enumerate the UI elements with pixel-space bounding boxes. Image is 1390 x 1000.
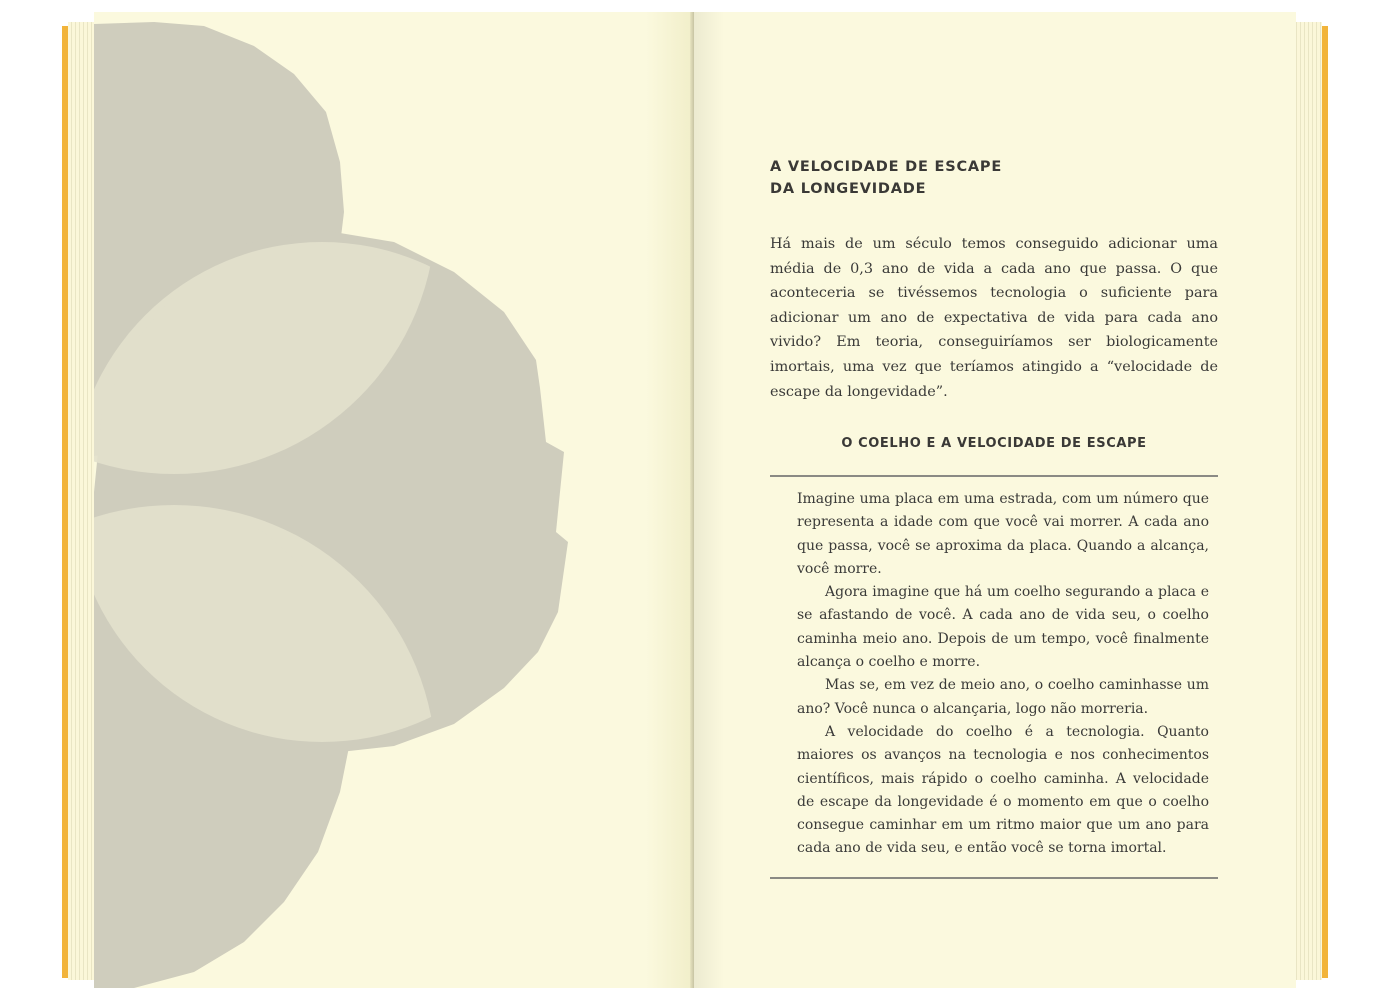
box-title: O COELHO E A VELOCIDADE DE ESCAPE [841, 436, 1147, 451]
intro-paragraph: Há mais de um século temos conseguido adicionar uma média de 0,3 ano de vida a cada ano que passa. O que aconteceria se tivéssemos tecnologia o suficiente para adicionar um ano de expectativa de vida para cada ano vivido? Em teoria, conseguiríamos ser biologicamente imortais, uma vez que teríamos atingido a “velocidade de escape da longevidade”. [770, 236, 1218, 400]
box-paragraph: A velocidade do coelho é a tecnologia. Quanto maiores os avanços na tecnologia e nos conhecimentos científicos, mais rápido o coelho caminha. A velocidade de escape da longevidade é o momento em que o coelho consegue caminhar em um ritmo maior que um ano para cada ano de vida seu, e então você se torna imortal. [797, 723, 1209, 857]
left-page [94, 12, 694, 988]
box-body [797, 488, 1209, 861]
box-divider-top [770, 475, 1218, 477]
box-paragraph: Mas se, em vez de meio ano, o coelho caminhasse um ano? Você nunca o alcançaria, logo não morreria. [797, 677, 1209, 717]
heading-line-1: A VELOCIDADE DE ESCAPE [770, 159, 1003, 175]
overlapping-circles-illustration [94, 12, 694, 988]
right-page [694, 12, 1296, 988]
box-paragraph: Imagine uma placa em uma estrada, com um número que representa a idade com que você vai morrer. A cada ano que passa, você se aproxima da placa. Quando a alcança, você morre. [797, 491, 1209, 577]
book-edge-right [1322, 26, 1328, 978]
box-paragraph: Agora imagine que há um coelho segurando a placa e se afastando de você. A cada ano de vida seu, o coelho caminha meio ano. Depois de um tempo, você finalmente alcança o coelho e morre. [797, 584, 1209, 671]
box-divider-bottom [770, 877, 1218, 879]
section-heading [770, 156, 1190, 200]
heading-line-2: DA LONGEVIDADE [770, 181, 927, 197]
page-stack-left [68, 22, 94, 980]
page-stack-right [1296, 22, 1322, 980]
